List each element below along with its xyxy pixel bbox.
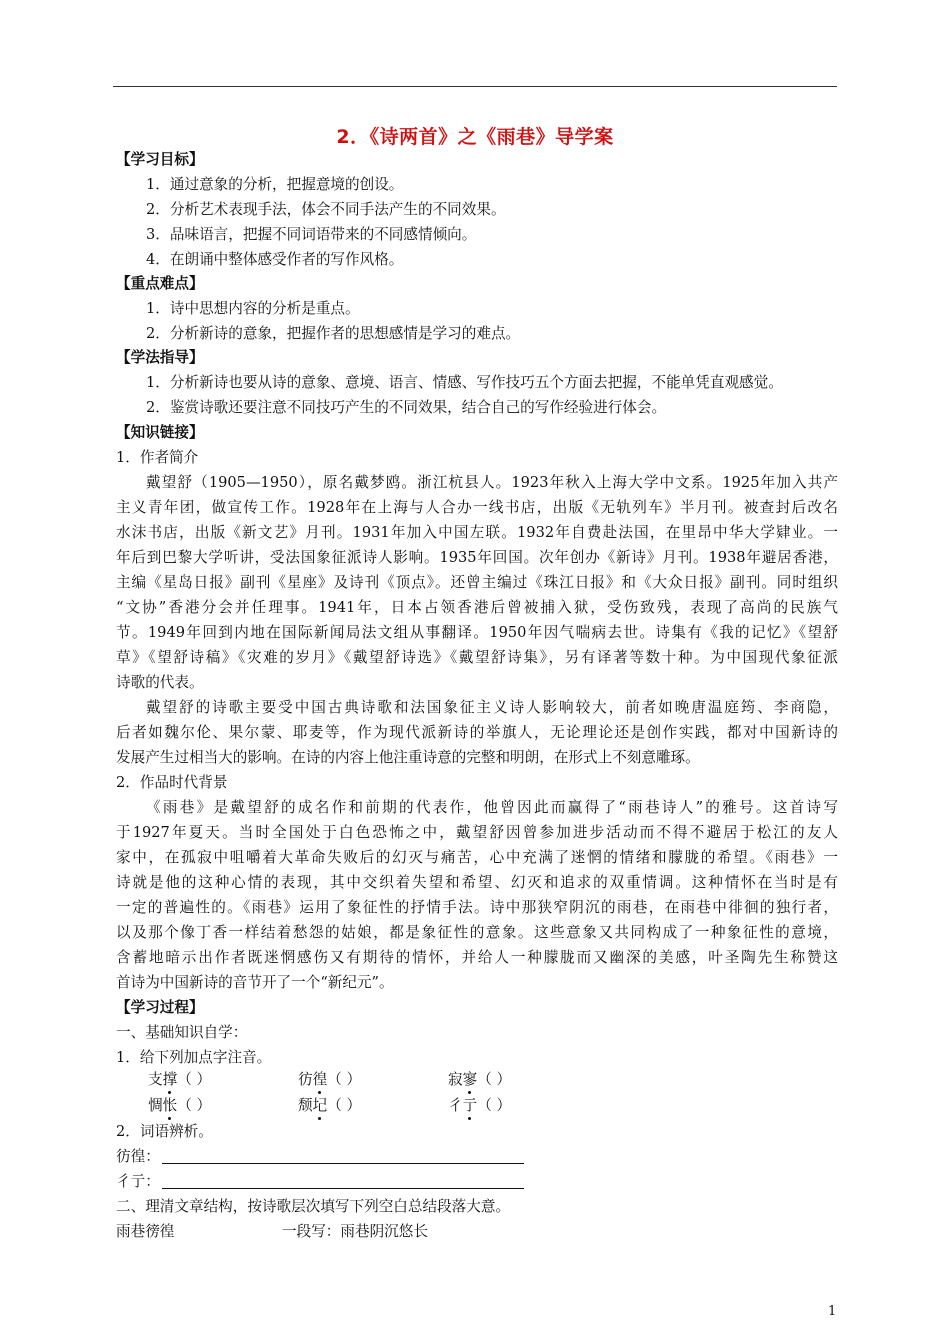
pinyin-item (448, 1096, 511, 1116)
pinyin-item (148, 1096, 211, 1116)
author-paragraph-line: 年后到巴黎大学听讲，受法国象征派诗人影响。1935年回国。次年创办《新诗》月刊。1938年避居香港， (116, 549, 838, 566)
author-paragraph2-line: 戴望舒的诗歌主要受中国古典诗歌和法国象征主义诗人影响较大，前者如晚唐温庭筠、李商隐， (146, 699, 838, 716)
author-paragraph-line: “文协”香港分会并任理事。1941年，日本占领香港后曾被捕入狱，受伤致残，表现了高尚的民族气 (116, 599, 838, 616)
section-heading-knowledge: 【知识链接】 (116, 424, 204, 441)
pinyin-item (298, 1096, 361, 1116)
page-number: 1 (828, 1304, 837, 1319)
answer-blank[interactable]: （ ） (327, 1071, 362, 1088)
author-paragraph-line: 诗歌的代表。 (116, 674, 204, 691)
pinyin-word-prefix: 惆 (148, 1097, 163, 1114)
page-title: 2．《诗两首》之《雨巷》导学案 (336, 126, 614, 148)
section-heading-process: 【学习过程】 (116, 999, 204, 1016)
author-paragraph-line: 戴望舒（1905—1950），原名戴梦鸥。浙江杭县人。1923年秋入上海大学中文系。1925年加入共产 (146, 474, 838, 491)
background-paragraph-line: 以及那个像丁香一样结着愁怨的姑娘，都是象征性的意象。这些意象又共同构成了一种象征性的意境， (116, 924, 838, 941)
definition-label-panghuang: 彷徨： (116, 1148, 160, 1165)
dotted-character: 徨 (312, 1071, 328, 1088)
dotted-character: 寥 (462, 1071, 478, 1088)
author-paragraph-line: 草》《望舒诗稿》《灾难的岁月》《戴望舒诗选》《戴望舒诗集》，另有译著等数十种。为中国现代象征派 (116, 649, 838, 666)
answer-blank[interactable]: （ ） (477, 1097, 512, 1114)
background-paragraph-line: 一定的普遍性的。《雨巷》运用了象征性的抒情手法。诗中那狭窄阴沉的雨巷，在雨巷中徘徊的独行者， (116, 899, 838, 916)
author-paragraph2-line: 发展产生过相当大的影响。在诗的内容上他注重诗意的完整和明朗，在形式上不刻意雕琢。 (116, 749, 700, 766)
section-heading-key-points: 【重点难点】 (116, 275, 204, 292)
answer-blank[interactable]: （ ） (477, 1071, 512, 1088)
background-paragraph-line: 诗就是他的这种心情的表现，其中交织着失望和希望、幻灭和追求的双重情调。这种情怀在当时是有 (116, 874, 838, 891)
dotted-character: 怅 (162, 1097, 178, 1114)
structure-left-label: 雨巷徬徨 (116, 1223, 175, 1240)
method-item: 1．分析新诗也要从诗的意象、意境、语言、情感、写作技巧五个方面去把握，不能单凭直观感觉。 (146, 374, 783, 391)
author-paragraph-line: 水沫书店，出版《新文艺》月刊。1931年加入中国左联。1932年自费赴法国，在里昂中华大学肄业。一 (116, 524, 838, 541)
answer-line-panghuang[interactable] (162, 1163, 524, 1164)
method-item: 2．鉴赏诗歌还要注意不同技巧产生的不同效果，结合自己的写作经验进行体会。 (146, 399, 667, 416)
pinyin-word-prefix: 彳 (448, 1097, 463, 1114)
section-heading-goals: 【学习目标】 (116, 151, 204, 168)
header-rule (113, 86, 837, 87)
dotted-character: 亍 (462, 1097, 478, 1114)
section-heading-method: 【学法指导】 (116, 349, 204, 366)
answer-blank[interactable]: （ ） (327, 1097, 362, 1114)
background-paragraph-line: 《雨巷》是戴望舒的成名作和前期的代表作，他曾因此而赢得了“雨巷诗人”的雅号。这首诗写 (146, 799, 838, 816)
goal-item: 1．通过意象的分析，把握意境的创设。 (146, 176, 404, 193)
author-paragraph-line: 主义青年团，做宣传工作。1928年在上海与人合办一线书店，出版《无轨列车》半月刊。被查封后改名 (116, 499, 838, 516)
question-2: 2．词语辨析。 (116, 1123, 213, 1140)
background-paragraph-line: 含蓄地暗示出作者既迷惘感伤又有期待的情怀，并给人一种朦胧而又幽深的美感，叶圣陶先生称赞这 (116, 949, 838, 966)
background-paragraph-line: 于1927年夏天。当时全国处于白色恐怖之中，戴望舒因曾参加进步活动而不得不避居于松江的友人 (116, 824, 838, 841)
pinyin-word-prefix: 彷 (298, 1071, 313, 1088)
background-paragraph-line: 首诗为中国新诗的音节开了一个“新纪元”。 (116, 974, 394, 991)
part1-heading: 一、基础知识自学： (116, 1024, 248, 1041)
definition-label-chichu: 彳亍： (116, 1173, 160, 1190)
pinyin-word-prefix: 寂 (448, 1071, 463, 1088)
pinyin-item (148, 1070, 211, 1090)
structure-right-label: 一段写：雨巷阴沉悠长 (282, 1223, 428, 1240)
key-point-item: 2．分析新诗的意象，把握作者的思想感情是学习的难点。 (146, 325, 521, 342)
goal-item: 3．品味语言，把握不同词语带来的不同感情倾向。 (146, 226, 477, 243)
pinyin-word-prefix: 支 (148, 1071, 163, 1088)
answer-blank[interactable]: （ ） (177, 1071, 212, 1088)
goal-item: 4．在朗诵中整体感受作者的写作风格。 (146, 251, 404, 268)
dotted-character: 撑 (162, 1071, 178, 1088)
background-paragraph-line: 家中，在孤寂中咀嚼着大革命失败后的幻灭与痛苦，心中充满了迷惘的情绪和朦胧的希望。《雨巷》一 (116, 849, 838, 866)
background-heading: 2．作品时代背景 (116, 774, 228, 791)
key-point-item: 1．诗中思想内容的分析是重点。 (146, 300, 360, 317)
pinyin-item (298, 1070, 361, 1090)
part2-heading: 二、理清文章结构，按诗歌层次填写下列空白总结段落大意。 (116, 1198, 511, 1215)
author-paragraph-line: 节。1949年回到内地在国际新闻局法文组从事翻译。1950年因气喘病去世。诗集有《我的记忆》《望舒 (116, 624, 838, 641)
dotted-character: 圮 (312, 1097, 328, 1114)
question-1: 1．给下列加点字注音。 (116, 1049, 272, 1066)
pinyin-item (448, 1070, 511, 1090)
author-heading: 1．作者简介 (116, 449, 199, 466)
author-paragraph-line: 主编《星岛日报》副刊《星座》及诗刊《顶点》。还曾主编过《珠江日报》和《大众日报》副刊。同时组织 (116, 574, 838, 591)
pinyin-word-prefix: 颓 (298, 1097, 313, 1114)
goal-item: 2．分析艺术表现手法，体会不同手法产生的不同效果。 (146, 201, 506, 218)
answer-line-chichu[interactable] (162, 1188, 524, 1189)
author-paragraph2-line: 后者如魏尔伦、果尔蒙、耶麦等，作为现代派新诗的举旗人，无论理论还是创作实践，都对中国新诗的 (116, 724, 838, 741)
answer-blank[interactable]: （ ） (177, 1097, 212, 1114)
